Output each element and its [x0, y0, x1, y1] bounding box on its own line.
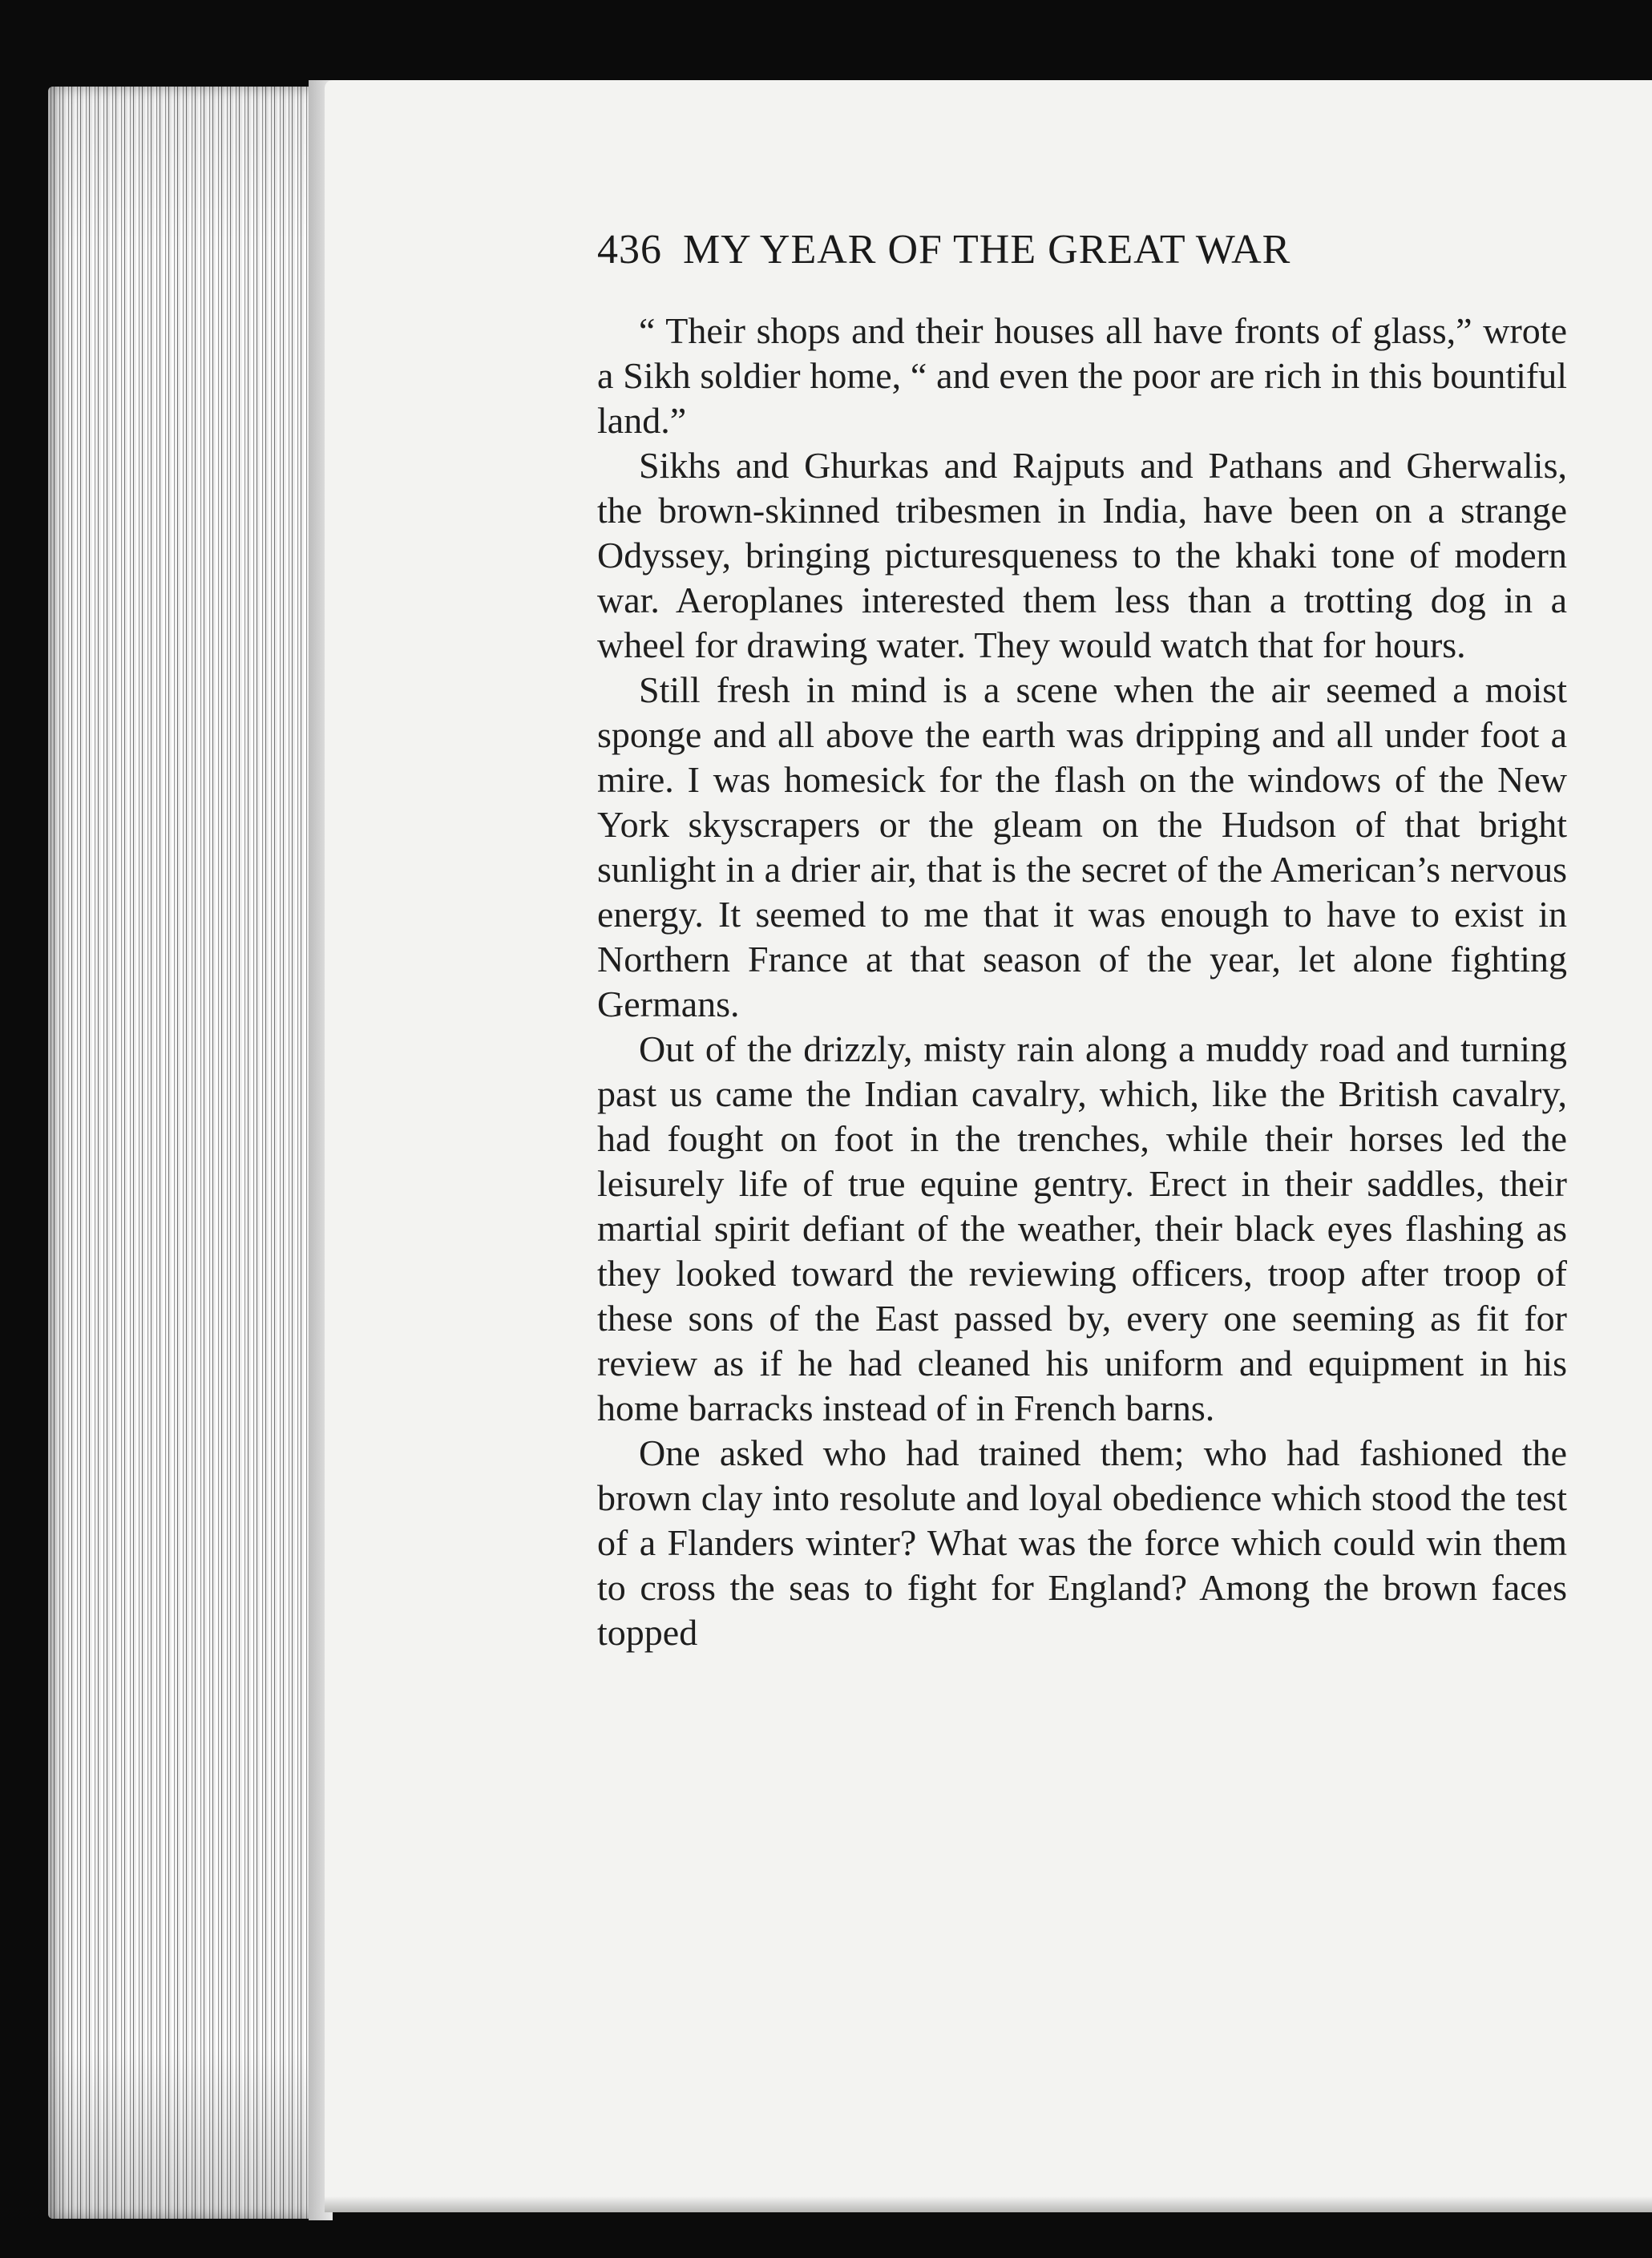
paragraph: Out of the drizzly, misty rain along a muddy road and turning past us came the Indian cavalry, which, like the British cavalry, had fought on foot in the trenches, while their horses led the leisurely life of true equine gentry. Erect in their saddles, their martial spirit defiant of the weather, their black eyes flashing as they looked toward the reviewing officers, troop after troop of these sons of the East passed by, every one seeming as fit for review as if he had cleaned his uniform and equipment in his home barracks instead of in French barns.: [597, 1028, 1567, 1428]
running-header: [597, 226, 1455, 290]
paragraph: Still fresh in mind is a scene when the air seemed a moist sponge and all above the earth was dripping and all under foot a mire. I was homesick for the flash on the windows of the New York skyscrapers or the gleam on the Hudson of that bright sunlight in a drier air, that is the secret of the American’s nervous energy. It seemed to me that it was enough to have to exist in Northern France at that season of the year, let alone fighting Germans.: [597, 669, 1567, 1024]
paragraph: Sikhs and Ghurkas and Rajputs and Pathans and Gherwalis, the brown-skinned tribesmen in India, have been on a strange Odyssey, bringing picturesqueness to the khaki tone of modern war. Aeroplanes interested them less than a trotting dog in a wheel for drawing water. They would watch that for hours.: [597, 445, 1567, 665]
paragraph: “ Their shops and their houses all have fronts of glass,” wrote a Sikh soldier home, “ and even the poor are rich in this bountiful land.”: [597, 310, 1567, 441]
book-page-edges: [48, 87, 321, 2219]
paragraph: One asked who had trained them; who had fashioned the brown clay into resolute and loyal obedience which stood the test of a Flanders winter? What was the force which could win them to cross the seas to fight for England? Among the brown faces topped: [597, 1432, 1567, 1653]
page-number: 436: [597, 227, 662, 273]
body-text: [597, 309, 1567, 1655]
running-head-title: MY YEAR OF THE GREAT WAR: [683, 227, 1291, 273]
